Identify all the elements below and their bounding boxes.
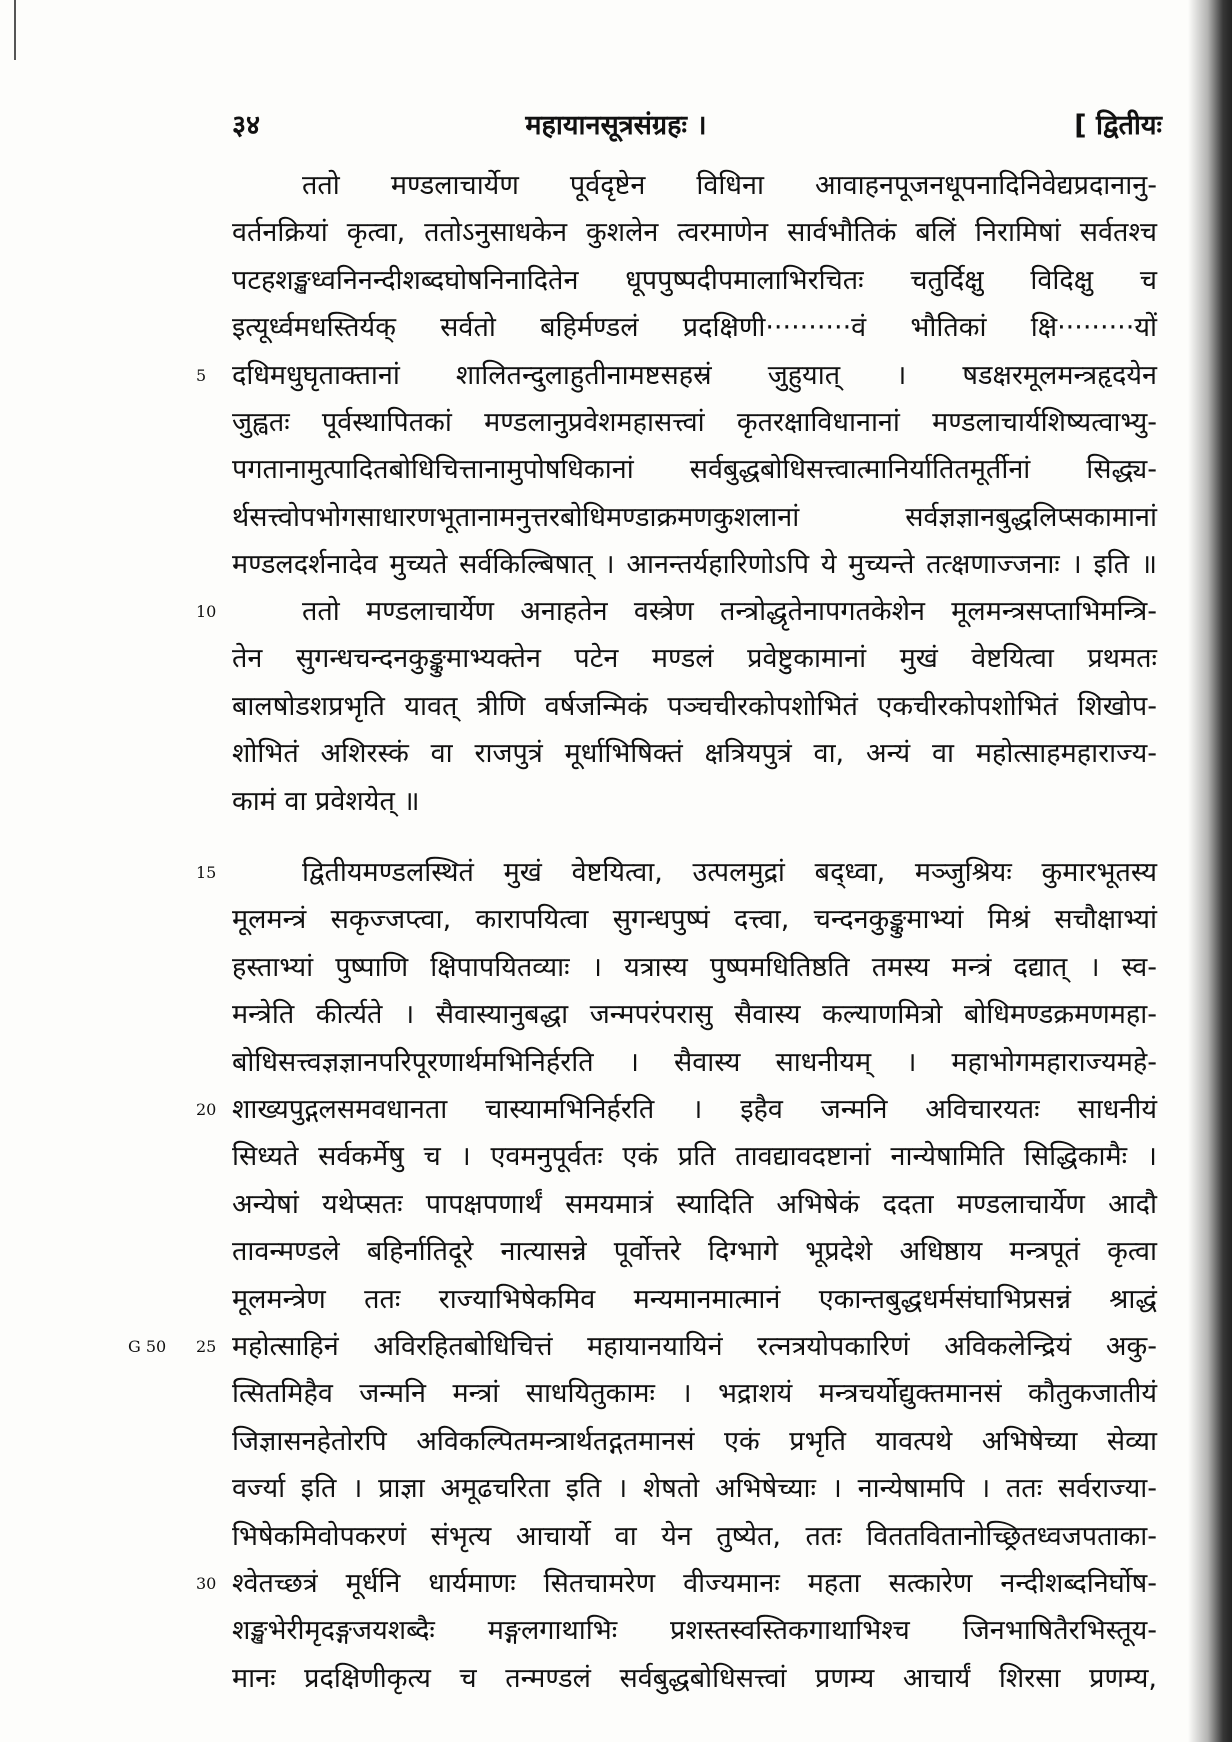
text-line-content: बोधिसत्त्वज्ञज्ञानपरिपूरणार्थमभिनिर्हरति । सैवास्य साधनीयम् । महाभोगमहाराज्यमहे-: [232, 1046, 1157, 1078]
text-line-content: इत्यूर्ध्वमधस्तिर्यक् सर्वतो बहिर्मण्डलं प्रदक्षिणी··········वं भौतिकां क्षि·········यों: [232, 312, 1157, 344]
text-line-content: जुह्वतः पूर्वस्थापितकां मण्डलानुप्रवेशमहासत्त्वां कृतरक्षाविधानानां मण्डलाचार्यशिष्यत्वाभ्यु-: [232, 407, 1157, 438]
text-line-content: श्वेतच्छत्रं मूर्धनि धार्यमाणः सितचामरेण वीज्यमानः महता सत्कारेण नन्दीशब्दनिर्घोष-: [232, 1568, 1157, 1599]
text-line: [232, 448, 1157, 492]
margin-reference: G 50: [128, 1337, 167, 1356]
text-line: [232, 1041, 1157, 1085]
text-line: [232, 211, 1157, 255]
text-line: [232, 496, 1157, 540]
running-title: महायानसूत्रसंग्रहः ।: [525, 110, 707, 141]
text-line-content: कामं वा प्रवेशयेत् ॥: [232, 785, 420, 817]
text-line: [232, 354, 1157, 398]
text-line-content: अन्येषां यथेप्सतः पापक्षपणार्थं समयमात्रं स्यादिति अभिषेकं ददता मण्डलाचार्येण आदौ: [232, 1188, 1157, 1220]
text-line: [232, 993, 1157, 1037]
text-line: [232, 1467, 1157, 1511]
text-line-content: तेन सुगन्धचन्दनकुङ्कुमाभ्यक्तेन पटेन मण्डलं प्रवेष्टुकामानां मुखं वेष्टयित्वा प्रथमतः: [232, 643, 1157, 675]
text-line: [232, 685, 1157, 729]
text-line-content: वर्ज्या इति । प्राज्ञा अमूढचरिता इति । शेषतो अभिषेच्याः । नान्येषामपि । ततः सर्वराज्या-: [232, 1473, 1157, 1505]
text-line-content: मूलमन्त्रं सकृज्जप्त्वा, कारापयित्वा सुगन्धपुष्पं दत्त्वा, चन्दनकुङ्कुमाभ्यां मिश्रं सचौक्षाभ्यां: [232, 904, 1157, 936]
line-number: 15: [196, 863, 217, 882]
text-line-content: शङ्खभेरीमृदङ्गजयशब्दैः मङ्गलगाथाभिः प्रशस्तस्वस्तिकगाथाभिश्च जिनभाषितैरभिस्तूय-: [232, 1615, 1157, 1647]
text-line: [232, 1183, 1157, 1227]
text-line-content: शाख्यपुद्गलसमवधानता चास्यामभिनिर्हरति । इहैव जन्मनि अविचारयतः साधनीयं: [232, 1094, 1157, 1125]
text-line: [232, 946, 1157, 990]
text-line-content: ततो मण्डलाचार्येण पूर्वदृष्टेन विधिना आवाहनपूजनधूपनादिनिवेद्यप्रदानानु-: [302, 170, 1157, 201]
text-line: [232, 306, 1157, 350]
text-line: [232, 1325, 1157, 1369]
text-line-content: शोभितं अशिरस्कं वा राजपुत्रं मूर्धाभिषिक्तं क्षत्रियपुत्रं वा, अन्यं वा महोत्साहमहाराज्य-: [232, 738, 1157, 770]
text-line-content: त्सितमिहैव जन्मनि मन्त्रां साधयितुकामः । भद्राशयं मन्त्रचर्योद्युक्तमानसं कौतुकजातीयं: [232, 1378, 1157, 1410]
line-number: 30: [196, 1574, 217, 1593]
text-line-content: वर्तनक्रियां कृत्वा, ततोऽनुसाधकेन कुशलेन त्वरमाणेन सार्वभौतिकं बलिं निरामिषां सर्वतश्च: [232, 217, 1157, 249]
text-line: [232, 1515, 1157, 1559]
text-line: [232, 1230, 1157, 1274]
section-heading: [ द्वितीयः: [1074, 110, 1162, 141]
text-line: [232, 1088, 1157, 1132]
text-line-content: महोत्साहिनं अविरहितबोधिचित्तं महायानयायिनं रत्नत्रयोपकारिणं अविकलेन्द्रियं अकु-: [232, 1331, 1157, 1362]
text-line-content: जिज्ञासनहेतोरपि अविकल्पितमन्त्रार्थतद्गतमानसं एकं प्रभृति यावत्पथे अभिषेच्या सेव्या: [232, 1425, 1157, 1457]
text-line-content: तावन्मण्डले बहिर्नातिदूरे नात्यासन्ने पूर्वोत्तरे दिग्भागे भूप्रदेशे अधिष्ठाय मन्त्रपूतं कृत्वा: [232, 1236, 1157, 1268]
text-line: [232, 164, 1157, 208]
line-number: 25: [196, 1337, 217, 1356]
text-line-content: भिषेकमिवोपकरणं संभृत्य आचार्यो वा येन तुष्येत, ततः विततवितानोच्छ्रितध्वजपताका-: [232, 1520, 1157, 1552]
text-line-content: दधिमधुघृताक्तानां शालितन्दुलाहुतीनामष्टसहस्रं जुहुयात् । षडक्षरमूलमन्त्रहृदयेन: [232, 359, 1157, 391]
text-line: [232, 1135, 1157, 1179]
text-line: [232, 401, 1157, 445]
text-line: [232, 898, 1157, 942]
text-line-content: ततो मण्डलाचार्येण अनाहतेन वस्त्रेण तन्त्रोद्धृतेनापगतकेशेन मूलमन्त्रसप्ताभिमन्त्रि-: [302, 596, 1157, 627]
text-line: [232, 590, 1157, 634]
text-line: [232, 1278, 1157, 1322]
text-line-content: पगतानामुत्पादितबोधिचित्तानामुपोषधिकानां सर्वबुद्धबोधिसत्त्वात्मानिर्यातितमूर्तीनां सिद्ध्य-: [232, 454, 1157, 486]
text-line: [232, 637, 1157, 681]
line-number: 5: [196, 365, 207, 385]
text-line-content: पटहशङ्खध्वनिनन्दीशब्दघोषनिनादितेन धूपपुष्पदीपमालाभिरचितः चतुर्दिक्षु विदिक्षु च: [232, 264, 1157, 296]
text-line: [232, 1657, 1157, 1701]
text-line-content: सिध्यते सर्वकर्मेषु च । एवमनुपूर्वतः एकं प्रति तावद्यावदष्टानां नान्येषामिति सिद्धिकामैः ।: [232, 1141, 1157, 1173]
text-line-content: मण्डलदर्शनादेव मुच्यते सर्वकिल्बिषात् । आनन्तर्यहारिणोऽपि ये मुच्यन्ते तत्क्षणाज्जनाः । इति ॥: [232, 549, 1157, 581]
text-line: [232, 1420, 1157, 1464]
text-line-content: हस्ताभ्यां पुष्पाणि क्षिपापयितव्याः । यत्रास्य पुष्पमधितिष्ठति तमस्य मन्त्रं दद्यात् । स्व-: [232, 951, 1157, 983]
text-line: [232, 780, 1157, 824]
text-line-content: र्थसत्त्वोपभोगसाधारणभूतानामनुत्तरबोधिमण्डाक्रमणकुशलानां सर्वज्ञज्ञानबुद्धलिप्सकामानां: [232, 501, 1157, 533]
text-line: [232, 259, 1157, 303]
text-line-content: मन्त्रेति कीर्त्यते । सैवास्यानुबद्धा जन्मपरंपरासु सैवास्य कल्याणमित्रो बोधिमण्डक्रमणमहा-: [232, 999, 1157, 1031]
scan-artifact: [14, 0, 16, 60]
text-line-content: मूलमन्त्रेण ततः राज्याभिषेकमिव मन्यमानमात्मानं एकान्तबुद्धधर्मसंघाभिप्रसन्नं श्राद्धं: [232, 1283, 1157, 1315]
line-number: 10: [196, 602, 217, 621]
text-line-content: मानः प्रदक्षिणीकृत्य च तन्मण्डलं सर्वबुद्धबोधिसत्त्वां प्रणम्य आचार्यं शिरसा प्रणम्य,: [232, 1662, 1157, 1694]
text-line: [232, 732, 1157, 776]
text-line-content: बालषोडशप्रभृति यावत् त्रीणि वर्षजन्मिकं पञ्चचीरकोपशोभितं एकचीरकोपशोभितं शिखोप-: [232, 690, 1157, 722]
text-line: [232, 1562, 1157, 1606]
page-binding-shadow: [1188, 0, 1232, 1742]
text-line: [232, 851, 1157, 895]
page-number: ३४: [232, 110, 261, 141]
text-line: [232, 1609, 1157, 1653]
line-number: 20: [196, 1100, 217, 1119]
text-line-content: द्वितीयमण्डलस्थितं मुखं वेष्टयित्वा, उत्पलमुद्रां बद्ध्वा, मञ्जुश्रियः कुमारभूतस्य: [302, 857, 1157, 888]
text-line: [232, 543, 1157, 587]
text-line: [232, 1372, 1157, 1416]
